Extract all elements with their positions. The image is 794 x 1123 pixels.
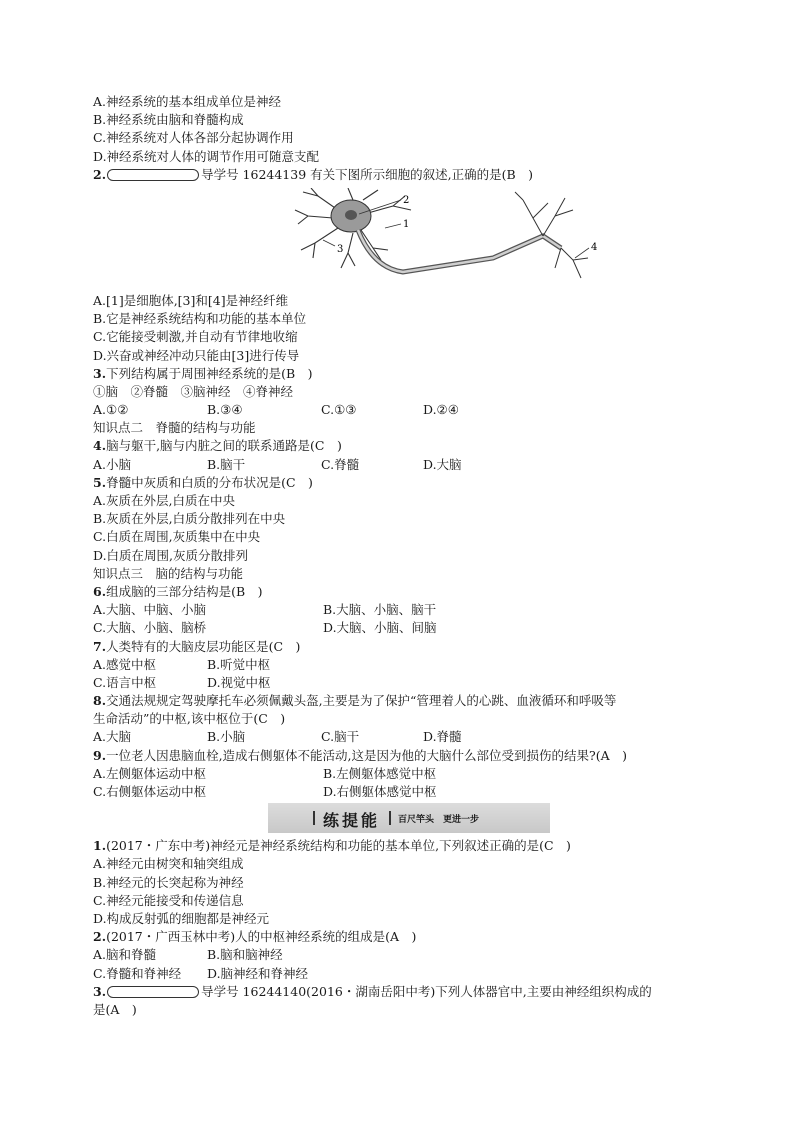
option-b: B.小脑: [207, 729, 246, 745]
option-c: C.右侧躯体运动中枢: [93, 784, 207, 799]
question-stem: 人类特有的大脑皮层功能区是(C ): [106, 638, 301, 654]
option-d: D.构成反射弧的细胞都是神经元: [93, 910, 270, 926]
section-banner: [93, 803, 713, 833]
option-d: D.脊髓: [423, 729, 462, 745]
practice-question-2: [93, 928, 713, 946]
option-d: D.②④: [423, 402, 459, 418]
option-a: A.左侧躯体运动中枢: [93, 765, 207, 781]
item-list: ①脑 ②脊髓 ③脑神经 ④脊神经: [93, 383, 294, 399]
question-number: 8.: [93, 693, 107, 709]
question-8: [93, 692, 713, 710]
option-row: [93, 765, 713, 783]
question-number: 2.: [93, 929, 107, 945]
option-row: [93, 656, 713, 674]
banner-mid-mark: [389, 811, 391, 825]
option-b: B.脑和脑神经: [207, 947, 283, 963]
neuron-figure: [93, 188, 713, 288]
option-row: [93, 601, 713, 619]
option-d: D.神经系统对人体的调节作用可随意支配: [93, 148, 320, 164]
question-number: 3.: [93, 983, 107, 999]
option-row: [93, 401, 713, 419]
option-c: C.神经系统对人体各部分起协调作用: [93, 130, 294, 146]
question-stem-cont: 是(A ): [93, 1001, 137, 1017]
option-c: C.白质在周围,灰质集中在中央: [93, 529, 261, 545]
question-stem: 导学号 16244139 有关下图所示细胞的叙述,正确的是(B ): [201, 166, 534, 182]
option-d: D.大脑、小脑、间脑: [323, 620, 437, 636]
option-d: D.白质在周围,灰质分散排列: [93, 547, 249, 563]
option-c: C.脊髓: [321, 456, 360, 472]
neuron-diagram: [293, 188, 613, 288]
section-heading: 知识点二 脊髓的结构与功能: [93, 420, 256, 436]
option-b: B.脑干: [207, 456, 246, 472]
question-number: 6.: [93, 583, 107, 599]
question-2: [93, 166, 713, 184]
option-row: [93, 965, 713, 983]
option-b: B.灰质在外层,白质分散排列在中央: [93, 511, 286, 527]
option-c: C.①③: [321, 402, 357, 418]
option-row: [93, 674, 713, 692]
question-number: 1.: [93, 838, 107, 854]
option-c: C.脑干: [321, 729, 360, 745]
question-stem: 脑与躯干,脑与内脏之间的联系通路是(C ): [106, 438, 342, 454]
question-number: 4.: [93, 438, 107, 454]
label-2: 2: [403, 194, 410, 206]
option-a: A.大脑、中脑、小脑: [93, 602, 207, 618]
banner-title: 练提能: [323, 811, 381, 831]
option-row: [93, 728, 713, 746]
option-c: C.大脑、小脑、脑桥: [93, 620, 207, 636]
question-number: 5.: [93, 474, 107, 490]
option-a: A.脑和脊髓: [93, 947, 157, 963]
question-stem: 一位老人因患脑血栓,造成右侧躯体不能活动,这是因为他的大脑什么部位受到损伤的结果?(A ): [106, 747, 627, 763]
question-number: 3.: [93, 365, 107, 381]
label-4: 4: [591, 241, 598, 253]
option-d: D.兴奋或神经冲动只能由[3]进行传导: [93, 347, 300, 363]
label-3: 3: [337, 243, 344, 255]
banner-left-mark: [313, 811, 315, 825]
question-stem: (2017・广西玉林中考)人的中枢神经系统的组成是(A ): [106, 929, 417, 945]
question-stem: 导学号 16244140(2016・湖南岳阳中考)下列人体器官中,主要由神经组织构成的: [201, 983, 652, 999]
option-a: A.神经元由树突和轴突组成: [93, 856, 244, 872]
option-a: A.灰质在外层,白质在中央: [93, 493, 235, 508]
option-d: D.大脑: [423, 456, 462, 472]
option-b: B.左侧躯体感觉中枢: [323, 765, 437, 781]
question-number: 9.: [93, 747, 107, 763]
question-3: [93, 365, 713, 383]
option-row: [93, 456, 713, 474]
question-stem: 下列结构属于周围神经系统的是(B ): [106, 365, 313, 381]
option-b: B.大脑、小脑、脑干: [323, 602, 437, 618]
question-number: 7.: [93, 638, 107, 654]
worksheet-page: [93, 93, 713, 1019]
practice-question-1: [93, 837, 713, 855]
option-a: A.大脑: [93, 729, 132, 745]
banner-subtitle: 百尺竿头 更进一步: [398, 815, 480, 826]
option-a: A.①②: [93, 402, 129, 418]
guide-number-pill: [107, 986, 199, 998]
option-c: C.神经元能接受和传递信息: [93, 892, 244, 908]
question-stem: 交通法规规定驾驶摩托车必须佩戴头盔,主要是为了保护“管理着人的心跳、血液循环和呼吸等: [106, 693, 617, 709]
option-row: [93, 619, 713, 637]
option-b: B.神经元的长突起称为神经: [93, 874, 244, 890]
question-7: [93, 638, 713, 656]
option-a: A.小脑: [93, 456, 132, 472]
option-row: [93, 946, 713, 964]
question-4: [93, 437, 713, 455]
question-9: [93, 747, 713, 765]
option-d: D.右侧躯体感觉中枢: [323, 784, 437, 799]
question-number: 2.: [93, 166, 107, 182]
option-d: D.视觉中枢: [207, 674, 271, 690]
question-6: [93, 583, 713, 601]
section-heading: 知识点三 脑的结构与功能: [93, 565, 244, 581]
label-1: 1: [403, 218, 410, 230]
option-b: B.③④: [207, 402, 243, 418]
question-stem-cont: 生命活动”的中枢,该中枢位于(C ): [93, 711, 286, 727]
option-c: C.它能接受刺激,并自动有节律地收缩: [93, 329, 298, 345]
question-5: [93, 474, 713, 492]
option-b: B.神经系统由脑和脊髓构成: [93, 112, 244, 128]
option-row: [93, 783, 713, 801]
question-stem: (2017・广东中考)神经元是神经系统结构和功能的基本单位,下列叙述正确的是(C ): [106, 838, 571, 854]
option-c: C.脊髓和脊神经: [93, 965, 182, 981]
option-c: C.语言中枢: [93, 674, 157, 690]
option-d: D.脑神经和脊神经: [207, 965, 309, 981]
question-stem: 脊髓中灰质和白质的分布状况是(C ): [106, 474, 313, 490]
option-a: A.神经系统的基本组成单位是神经: [93, 94, 282, 109]
option-a: A.[1]是细胞体,[3]和[4]是神经纤维: [93, 292, 289, 308]
practice-question-3: [93, 983, 713, 1001]
guide-number-pill: [107, 169, 199, 181]
option-a: A.感觉中枢: [93, 656, 157, 672]
option-b: B.听觉中枢: [207, 656, 271, 672]
option-b: B.它是神经系统结构和功能的基本单位: [93, 311, 307, 327]
question-stem: 组成脑的三部分结构是(B ): [106, 583, 263, 599]
